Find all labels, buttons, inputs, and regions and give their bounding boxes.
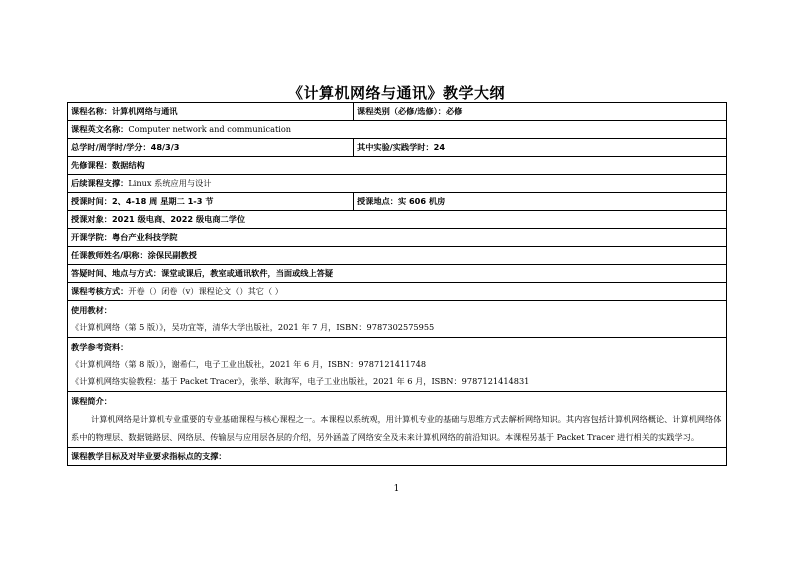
hours-cell: 总学时/周学时/学分：48/3/3	[68, 139, 354, 156]
english-name-value: Computer network and communication	[128, 124, 292, 134]
references-cell	[68, 338, 532, 391]
textbook-value: 《计算机网络（第 5 版）》，吴功宜等，清华大学出版社，2021 年 7 月，ISBN：9787302575955	[71, 322, 435, 332]
table-row	[68, 156, 726, 174]
english-name-label: 课程英文名称：	[71, 124, 129, 134]
course-name-cell: 课程名称：计算机网络与通讯	[68, 103, 354, 120]
intro-text: 计算机网络是计算机专业重要的专业基础课程与核心课程之一。本课程以系统观，用计算机专业的基础与思维方式去解析网络知识。其内容包括计算机网络概论、计算机网络体系中的物理层、数据链路层、网络层、传输层与应用层各层的介绍，另外涵盖了网络安全及未来计算机网络的前沿知识。本课程另基于 Packet Tracer 进行相关的实践学习。	[71, 414, 722, 442]
follow-up-cell	[68, 175, 726, 192]
assessment-value: 开卷（）闭卷（v）课程论文（）其它（ ）	[128, 286, 283, 296]
table-row	[68, 300, 726, 337]
reference-item: 《计算机网络（第 8 版）》，谢希仁，电子工业出版社，2021 年 6 月，ISBN：9787121411748	[71, 359, 427, 369]
table-row	[68, 264, 726, 282]
table-row	[68, 174, 726, 192]
schedule-cell: 授课时间：2、4-18 周 星期二 1-3 节	[68, 193, 354, 210]
table-row	[68, 120, 726, 138]
intro-cell	[68, 392, 726, 447]
follow-up-label: 后续课程支撑：	[71, 178, 129, 188]
assessment-cell	[68, 283, 726, 300]
table-row	[68, 210, 726, 228]
table-row	[68, 192, 726, 210]
objectives-cell: 课程教学目标及对毕业要求指标点的支撑：	[71, 451, 227, 461]
textbook-label: 使用教材：	[71, 305, 112, 315]
location-cell: 授课地点：实 606 机房	[357, 196, 446, 206]
audience-cell: 授课对象：2021 级电商、2022 级电商二学位	[71, 214, 246, 224]
prerequisite-cell: 先修课程：数据结构	[71, 160, 145, 170]
table-row	[68, 138, 726, 156]
references-label: 教学参考资料：	[71, 342, 129, 352]
course-category-cell: 课程类别（必修/选修）：必修	[357, 106, 463, 116]
table-row	[68, 228, 726, 246]
page-number: 1	[393, 484, 400, 494]
document-title: 《计算机网络与通讯》教学大纲	[287, 84, 505, 102]
college-cell: 开课学院：粤台产业科技学院	[71, 232, 178, 242]
table-row	[68, 103, 726, 120]
table-row	[68, 337, 726, 391]
table-row	[68, 246, 726, 264]
lab-hours-cell: 其中实验/实践学时：24	[357, 142, 446, 152]
qa-cell: 答疑时间、地点与方式：课堂或课后，教室或通讯软件，当面或线上答疑	[71, 268, 334, 278]
reference-item: 《计算机网络实验教程：基于 Packet Tracer》，张举、耿海军，电子工业出版社，2021 年 6 月，ISBN：9787121414831	[71, 376, 530, 386]
table-row	[68, 391, 726, 447]
english-name-cell	[68, 121, 726, 138]
assessment-label: 课程考核方式：	[71, 286, 129, 296]
intro-label: 课程简介：	[71, 396, 112, 406]
teacher-cell: 任课教师姓名/职称：涂保民副教授	[71, 250, 197, 260]
syllabus-table	[67, 102, 727, 466]
textbook-cell	[68, 301, 437, 337]
follow-up-value: Linux 系统应用与设计	[128, 178, 212, 188]
table-row	[68, 447, 726, 465]
table-row	[68, 282, 726, 300]
